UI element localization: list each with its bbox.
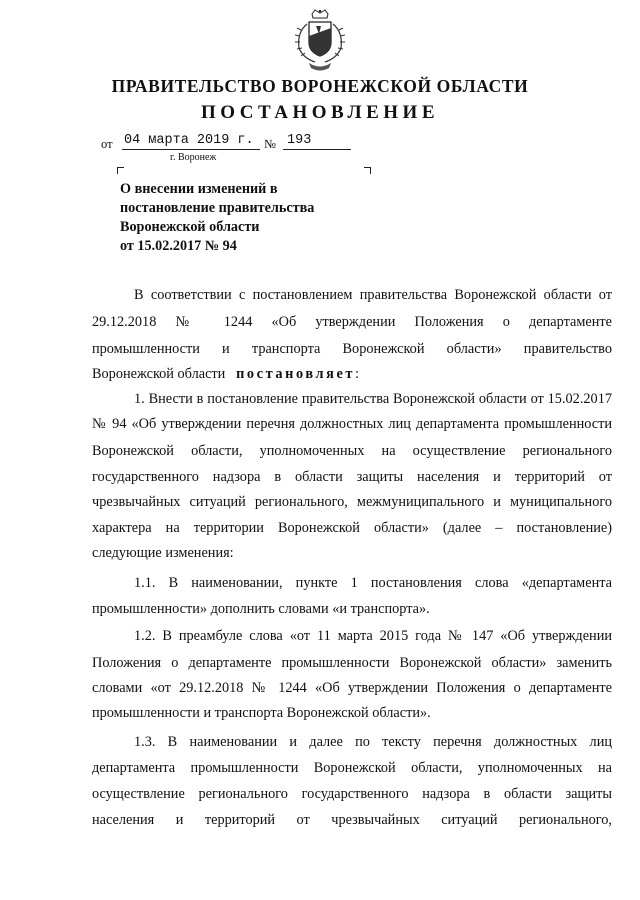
- body-line: осуществление регионального государственного надзора в области защиты: [92, 786, 612, 802]
- number-label: №: [264, 137, 276, 151]
- body-line: чрезвычайных ситуаций регионального, межмуниципального и муниципального: [92, 494, 612, 510]
- body-line: департамента промышленности Воронежской области, уполномоченных на: [92, 760, 612, 776]
- body-line: промышленности и транспорта Воронежской области» правительство: [92, 341, 612, 357]
- subject-line: постановление правительства: [120, 200, 315, 216]
- body-text: :: [355, 366, 360, 382]
- subject-line: от 15.02.2017 № 94: [120, 238, 237, 254]
- body-line: 29.12.2018 № 1244 «Об утверждении Положения о департаменте: [92, 314, 612, 330]
- document-type: ПОСТАНОВЛЕНИЕ: [200, 102, 440, 123]
- body-line: государственного надзора в области защиты населения и территорий от: [92, 469, 612, 485]
- subject-line: О внесении изменений в: [120, 181, 278, 197]
- body-line: Воронежской области, уполномоченных на осуществление регионального: [92, 443, 612, 459]
- body-line: № 94 «Об утверждении перечня должностных лиц департамента промышленности: [92, 416, 612, 432]
- decree-word: постановляет: [236, 366, 356, 382]
- body-line: следующие изменения:: [92, 545, 234, 561]
- date-prefix: от: [101, 137, 113, 151]
- document-date: 04 марта 2019 г.: [122, 133, 260, 150]
- body-line: характера на территории Воронежской области» (далее – постановление): [92, 520, 612, 536]
- body-line: [92, 366, 612, 383]
- corner-mark-left: [117, 167, 124, 174]
- body-line: 1.2. В преамбуле слова «от 11 марта 2015 года № 147 «Об утверждении: [134, 628, 612, 644]
- body-line: Положения о департаменте промышленности Воронежской области» заменить: [92, 655, 612, 671]
- body-line: 1.1. В наименовании, пункте 1 постановления слова «департамента: [134, 575, 612, 591]
- government-title: ПРАВИТЕЛЬСТВО ВОРОНЕЖСКОЙ ОБЛАСТИ: [111, 76, 529, 96]
- subject-line: Воронежской области: [120, 219, 260, 235]
- document-city: г. Воронеж: [170, 152, 217, 163]
- body-line: 1.3. В наименовании и далее по тексту перечня должностных лиц: [134, 734, 612, 750]
- coat-of-arms-icon: [285, 8, 355, 74]
- body-line: населения и территорий от чрезвычайных ситуаций регионального,: [92, 812, 612, 828]
- body-line: промышленности» дополнить словами «и транспорта».: [92, 601, 430, 617]
- body-line: В соответствии с постановлением правительства Воронежской области от: [134, 287, 612, 303]
- body-line: словами «от 29.12.2018 № 1244 «Об утверждении Положения о департаменте: [92, 680, 612, 696]
- corner-mark-right: [364, 167, 371, 174]
- document-subject: [120, 180, 370, 256]
- body-text: Воронежской области: [92, 366, 226, 382]
- body-line: 1. Внести в постановление правительства Воронежской области от 15.02.2017: [134, 391, 612, 407]
- body-line: промышленности и транспорта Воронежской области».: [92, 705, 431, 721]
- document-number: 193: [283, 133, 351, 150]
